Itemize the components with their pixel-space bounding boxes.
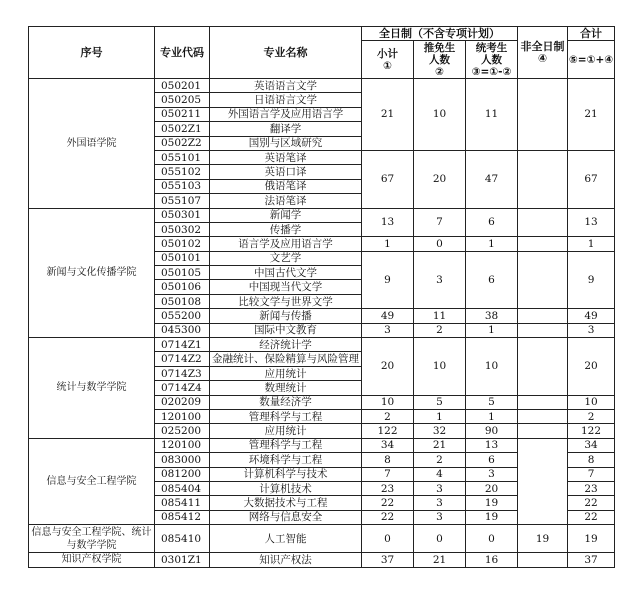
major-name: 法语笔译 (210, 194, 362, 208)
college-cell: 信息与安全工程学院 (29, 438, 155, 524)
major-name: 知识产权法 (210, 553, 362, 567)
major-name: 国别与区域研究 (210, 136, 362, 150)
subtotal-cell: 37 (362, 553, 414, 567)
total-cell: 22 (568, 510, 615, 524)
major-code: 120100 (155, 409, 210, 423)
exempt-cell: 20 (414, 150, 466, 208)
major-code: 120100 (155, 438, 210, 452)
major-name: 管理科学与工程 (210, 438, 362, 452)
subtotal-cell: 3 (362, 323, 414, 337)
header-exam: 统考生 人数 ③=①-② (466, 41, 518, 79)
total-cell: 2 (568, 409, 615, 423)
exam-cell: 1 (466, 409, 518, 423)
subtotal-cell: 122 (362, 424, 414, 438)
major-name: 外国语言学及应用语言学 (210, 107, 362, 121)
exempt-cell: 11 (414, 309, 466, 323)
exempt-cell: 3 (414, 510, 466, 524)
header-total-group: 合计 (568, 27, 615, 41)
header-exempt: 推免生 人数 ② (414, 41, 466, 79)
header-fulltime-group: 全日制（不含专项计划） (362, 27, 518, 41)
subtotal-cell: 2 (362, 409, 414, 423)
subtotal-cell: 22 (362, 510, 414, 524)
major-code: 050205 (155, 93, 210, 107)
parttime-cell (518, 150, 568, 208)
exempt-cell: 32 (414, 424, 466, 438)
major-name: 网络与信息安全 (210, 510, 362, 524)
major-name: 比较文学与世界文学 (210, 294, 362, 308)
total-cell: 122 (568, 424, 615, 438)
exam-cell: 47 (466, 150, 518, 208)
total-cell: 7 (568, 467, 615, 481)
subtotal-cell: 8 (362, 453, 414, 467)
major-name: 语言学及应用语言学 (210, 237, 362, 251)
exam-cell: 13 (466, 438, 518, 452)
total-cell: 21 (568, 79, 615, 151)
major-name: 数理统计 (210, 381, 362, 395)
header-subtotal: 小计 ① (362, 41, 414, 79)
total-cell: 34 (568, 438, 615, 452)
subtotal-cell: 1 (362, 237, 414, 251)
exempt-cell: 10 (414, 79, 466, 151)
major-code: 050108 (155, 294, 210, 308)
exempt-cell: 3 (414, 481, 466, 495)
parttime-cell (518, 251, 568, 309)
subtotal-cell: 7 (362, 467, 414, 481)
exempt-cell: 0 (414, 525, 466, 553)
major-name: 日语语言文学 (210, 93, 362, 107)
total-cell: 13 (568, 208, 615, 237)
parttime-cell (518, 237, 568, 251)
subtotal-cell: 34 (362, 438, 414, 452)
major-name: 管理科学与工程 (210, 409, 362, 423)
subtotal-cell: 23 (362, 481, 414, 495)
major-code: 045300 (155, 323, 210, 337)
exam-cell: 16 (466, 553, 518, 567)
major-code: 0714Z3 (155, 366, 210, 380)
college-cell: 知识产权学院 (29, 553, 155, 567)
major-name: 经济统计学 (210, 338, 362, 352)
total-cell: 23 (568, 481, 615, 495)
major-name: 文艺学 (210, 251, 362, 265)
college-cell: 信息与安全工程学院、统计与数学学院 (29, 525, 155, 553)
exam-cell: 5 (466, 395, 518, 409)
exam-cell: 20 (466, 481, 518, 495)
total-cell: 8 (568, 453, 615, 467)
exam-cell: 6 (466, 453, 518, 467)
major-code: 020209 (155, 395, 210, 409)
major-code: 055102 (155, 165, 210, 179)
major-code: 0714Z2 (155, 352, 210, 366)
subtotal-cell: 22 (362, 496, 414, 510)
header-total-formula: ⑤=①+④ (568, 41, 615, 79)
exam-cell: 19 (466, 510, 518, 524)
major-code: 050201 (155, 79, 210, 93)
header-name: 专业名称 (210, 27, 362, 79)
exempt-cell: 3 (414, 496, 466, 510)
major-code: 0502Z1 (155, 122, 210, 136)
exempt-cell: 2 (414, 453, 466, 467)
parttime-cell (518, 553, 568, 567)
major-code: 081200 (155, 467, 210, 481)
exam-cell: 38 (466, 309, 518, 323)
major-code: 050302 (155, 222, 210, 236)
major-code: 085404 (155, 481, 210, 495)
college-cell: 统计与数学学院 (29, 338, 155, 439)
major-code: 050101 (155, 251, 210, 265)
major-name: 金融统计、保险精算与风险管理 (210, 352, 362, 366)
major-name: 传播学 (210, 222, 362, 236)
major-name: 环境科学与工程 (210, 453, 362, 467)
major-code: 055200 (155, 309, 210, 323)
exam-cell: 6 (466, 208, 518, 237)
college-cell: 外国语学院 (29, 79, 155, 209)
exam-cell: 90 (466, 424, 518, 438)
total-cell: 1 (568, 237, 615, 251)
major-code: 0301Z1 (155, 553, 210, 567)
major-code: 0714Z1 (155, 338, 210, 352)
exempt-cell: 10 (414, 338, 466, 396)
subtotal-cell: 9 (362, 251, 414, 309)
major-code: 050106 (155, 280, 210, 294)
major-code: 025200 (155, 424, 210, 438)
total-cell: 19 (568, 525, 615, 553)
major-code: 050211 (155, 107, 210, 121)
major-name: 人工智能 (210, 525, 362, 553)
exam-cell: 10 (466, 338, 518, 396)
major-name: 新闻与传播 (210, 309, 362, 323)
major-name: 英语语言文学 (210, 79, 362, 93)
total-cell: 37 (568, 553, 615, 567)
parttime-cell (518, 338, 568, 396)
major-code: 055107 (155, 194, 210, 208)
exempt-cell: 21 (414, 553, 466, 567)
major-name: 应用统计 (210, 366, 362, 380)
exempt-cell: 4 (414, 467, 466, 481)
major-name: 英语笔译 (210, 150, 362, 164)
total-cell: 67 (568, 150, 615, 208)
major-name: 新闻学 (210, 208, 362, 222)
exam-cell: 1 (466, 323, 518, 337)
subtotal-cell: 10 (362, 395, 414, 409)
major-name: 英语口译 (210, 165, 362, 179)
exempt-cell: 21 (414, 438, 466, 452)
major-code: 0714Z4 (155, 381, 210, 395)
major-code: 085412 (155, 510, 210, 524)
total-cell: 9 (568, 251, 615, 309)
exam-cell: 0 (466, 525, 518, 553)
parttime-cell (518, 323, 568, 337)
major-name: 数量经济学 (210, 395, 362, 409)
subtotal-cell: 20 (362, 338, 414, 396)
parttime-cell (518, 208, 568, 237)
total-cell: 20 (568, 338, 615, 396)
header-parttime: 非全日制 ④ (518, 27, 568, 79)
major-name: 俄语笔译 (210, 179, 362, 193)
header-seq: 序号 (29, 27, 155, 79)
major-name: 计算机技术 (210, 481, 362, 495)
college-cell: 新闻与文化传播学院 (29, 208, 155, 338)
total-cell: 49 (568, 309, 615, 323)
exempt-cell: 3 (414, 251, 466, 309)
major-name: 中国古代文学 (210, 266, 362, 280)
enrollment-plan-table (28, 26, 614, 568)
major-code: 055101 (155, 150, 210, 164)
subtotal-cell: 21 (362, 79, 414, 151)
major-name: 应用统计 (210, 424, 362, 438)
major-code: 085411 (155, 496, 210, 510)
exam-cell: 11 (466, 79, 518, 151)
parttime-cell (518, 395, 568, 409)
major-code: 083000 (155, 453, 210, 467)
exempt-cell: 0 (414, 237, 466, 251)
parttime-cell (518, 424, 568, 438)
header-code: 专业代码 (155, 27, 210, 79)
major-code: 0502Z2 (155, 136, 210, 150)
exempt-cell: 2 (414, 323, 466, 337)
parttime-cell (518, 79, 568, 151)
exam-cell: 1 (466, 237, 518, 251)
major-name: 大数据技术与工程 (210, 496, 362, 510)
major-code: 050105 (155, 266, 210, 280)
total-cell: 3 (568, 323, 615, 337)
major-code: 050102 (155, 237, 210, 251)
exam-cell: 3 (466, 467, 518, 481)
major-name: 中国现当代文学 (210, 280, 362, 294)
exempt-cell: 5 (414, 395, 466, 409)
subtotal-cell: 13 (362, 208, 414, 237)
exempt-cell: 1 (414, 409, 466, 423)
major-code: 050301 (155, 208, 210, 222)
major-code: 085410 (155, 525, 210, 553)
exempt-cell: 7 (414, 208, 466, 237)
major-name: 翻译学 (210, 122, 362, 136)
exam-cell: 6 (466, 251, 518, 309)
major-name: 计算机科学与技术 (210, 467, 362, 481)
major-code: 055103 (155, 179, 210, 193)
parttime-cell: 19 (518, 525, 568, 553)
subtotal-cell: 67 (362, 150, 414, 208)
total-cell: 22 (568, 496, 615, 510)
exam-cell: 19 (466, 496, 518, 510)
parttime-cell (518, 438, 568, 524)
major-name: 国际中文教育 (210, 323, 362, 337)
total-cell: 10 (568, 395, 615, 409)
parttime-cell (518, 309, 568, 323)
subtotal-cell: 0 (362, 525, 414, 553)
subtotal-cell: 49 (362, 309, 414, 323)
parttime-cell (518, 409, 568, 423)
